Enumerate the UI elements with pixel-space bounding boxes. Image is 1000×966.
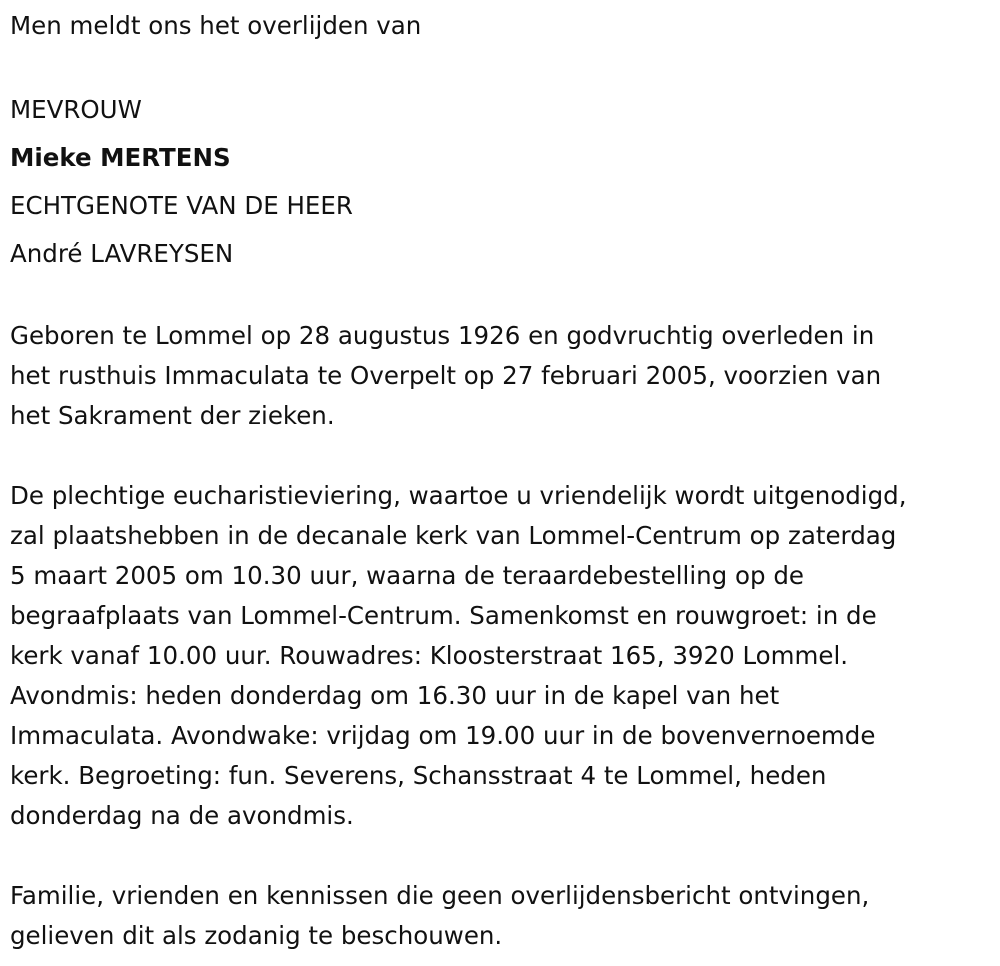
name-block [10,86,1000,278]
paragraph-line: het rusthuis Immaculata te Overpelt op 27 februari 2005, voorzien van [10,361,882,390]
paragraph-line: zal plaatshebben in de decanale kerk van Lommel-Centrum op zaterdag [10,521,897,550]
birth-paragraph [10,316,1000,436]
spacer [10,46,1000,86]
closing-paragraph [10,876,1000,956]
paragraph-line: Geboren te Lommel op 28 augustus 1926 en godvruchtig overleden in [10,321,875,350]
paragraph-line: donderdag na de avondmis. [10,801,354,830]
paragraph-line: gelieven dit als zodanig te beschouwen. [10,921,503,950]
spacer [10,278,1000,316]
spacer [10,436,1000,476]
paragraph-line: De plechtige eucharistieviering, waartoe u vriendelijk wordt uitgenodigd, [10,481,907,510]
relation-text: ECHTGENOTE VAN DE HEER [10,191,353,220]
paragraph-line: kerk vanaf 10.00 uur. Rouwadres: Kloosterstraat 165, 3920 Lommel. [10,641,849,670]
intro-text: Men meldt ons het overlijden van [10,11,422,40]
spouse-name: André LAVREYSEN [10,239,234,268]
title-mevrouw: MEVROUW [10,95,142,124]
paragraph-line: Immaculata. Avondwake: vrijdag om 19.00 uur in de bovenvernoemde [10,721,876,750]
paragraph-line: het Sakrament der zieken. [10,401,335,430]
paragraph-line: 5 maart 2005 om 10.30 uur, waarna de teraardebestelling op de [10,561,804,590]
paragraph-line: kerk. Begroeting: fun. Severens, Schansstraat 4 te Lommel, heden [10,761,827,790]
spacer [10,836,1000,876]
paragraph-line: Avondmis: heden donderdag om 16.30 uur in de kapel van het [10,681,780,710]
ceremony-paragraph [10,476,1000,836]
paragraph-line: Familie, vrienden en kennissen die geen overlijdensbericht ontvingen, [10,881,870,910]
paragraph-line: begraafplaats van Lommel-Centrum. Samenkomst en rouwgroet: in de [10,601,877,630]
deceased-name: Mieke MERTENS [10,143,231,172]
